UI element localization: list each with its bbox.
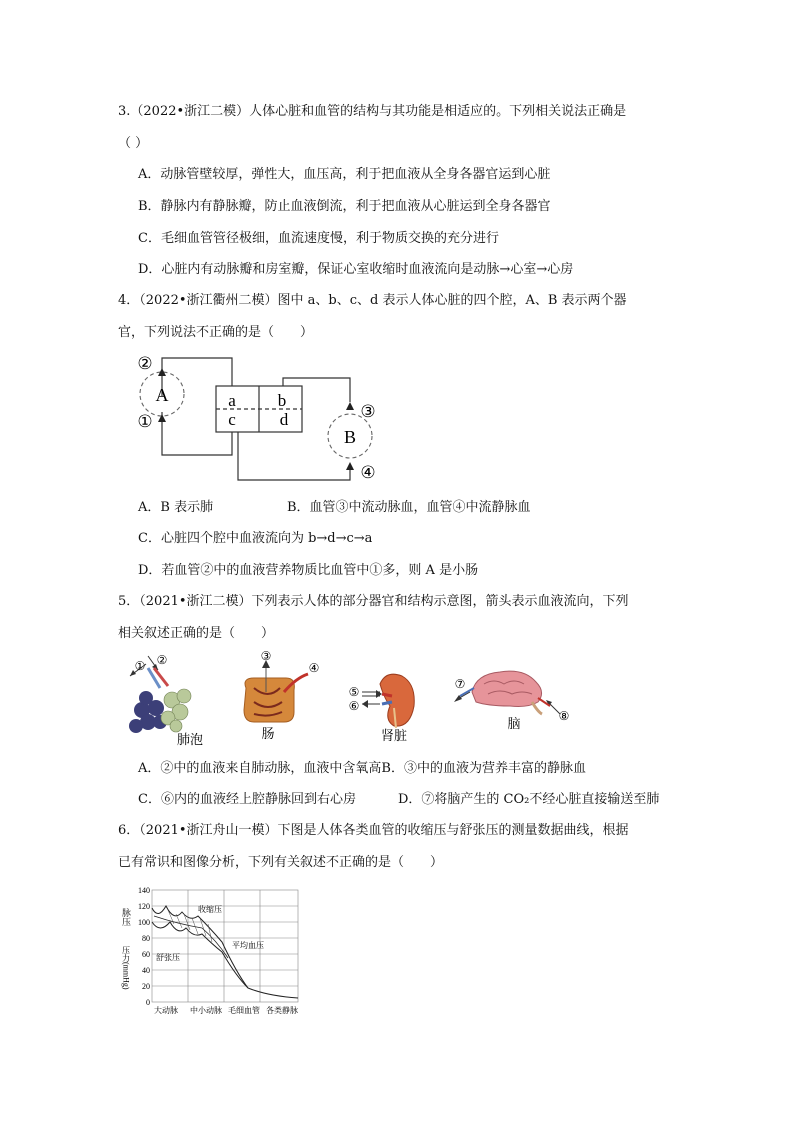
y-label-pulse: 脉压: [121, 908, 131, 926]
chamber-a-label: a: [228, 391, 236, 410]
q3-option-b: B．静脉内有静脉瓣，防止血液倒流，利于把血液从心脏运到全身各器官: [138, 199, 551, 214]
label-systolic: 收缩压: [198, 905, 222, 914]
q6-stem-line1: 6．（2021•浙江舟山一模）下图是人体各类血管的收缩压与舒张压的测量数据曲线，根据: [118, 823, 629, 838]
y-tick-140: 140: [138, 886, 150, 895]
vessel-4-label: ④: [360, 463, 376, 482]
blood-pressure-chart: [118, 882, 308, 1016]
heart-circulation-diagram: [128, 350, 418, 490]
q3-stem-line1: 3.（2022•浙江二模）人体心脏和血管的结构与其功能是相适应的。下列相关说法正确是: [118, 104, 627, 119]
label-kidney: 肾脏: [380, 728, 408, 743]
q5-stem-line1: 5．（2021•浙江二模）下列表示人体的部分器官和结构示意图，箭头表示血液流向，下列: [118, 594, 629, 609]
brain-illustration: [454, 671, 569, 731]
q5-option-c: C．⑥内的血液经上腔静脉回到右心房: [138, 792, 356, 807]
vessel-2-label: ②: [137, 354, 153, 373]
q6-stem-line2: 已有常识和图像分析，下列有关叙述不正确的是（ ）: [118, 855, 444, 870]
x-cat-small-arteries: 中小动脉: [190, 1006, 222, 1015]
q4-stem-line2: 官，下列说法不正确的是（ ）: [118, 325, 314, 340]
fig-num-5: ⑤: [348, 685, 360, 699]
q5-stem-line2: 相关叙述正确的是（ ）: [118, 626, 275, 641]
intestine-illustration: [244, 649, 319, 741]
organ-b-label: B: [343, 427, 357, 447]
fig-num-6: ⑥: [348, 699, 360, 713]
y-tick-60: 60: [142, 950, 150, 959]
q3-option-c: C．毛细血管管径极细，血流速度慢，利于物质交换的充分进行: [138, 231, 499, 246]
y-tick-0: 0: [146, 998, 150, 1007]
y-tick-120: 120: [138, 902, 150, 911]
y-tick-40: 40: [142, 966, 150, 975]
q5-option-d: D．⑦将脑产生的 CO₂不经心脏直接输送至肺: [398, 792, 660, 807]
alveoli-illustration: [129, 653, 203, 746]
fig-num-1: ①: [134, 659, 146, 673]
q4-stem-line1: 4．（2022•浙江衢州二模）图中 a、b、c、d 表示人体心脏的四个腔，A、B 表示两个器: [118, 293, 627, 308]
fig-num-8: ⑧: [558, 709, 570, 723]
fig-num-7: ⑦: [454, 677, 466, 691]
organ-illustrations: [118, 648, 578, 746]
q4-option-d: D．若血管②中的血液营养物质比血管中①多，则 A 是小肠: [138, 563, 479, 578]
label-intestine: 肠: [261, 726, 275, 741]
q3-stem-line2: （ ）: [118, 136, 149, 151]
vessel-1-label: ①: [137, 412, 153, 431]
label-alveoli: 肺泡: [176, 732, 204, 746]
x-cat-aorta: 大动脉: [154, 1006, 178, 1015]
fig-num-3: ③: [260, 649, 272, 663]
q5-option-ab: A．②中的血液来自肺动脉，血液中含氧高B．③中的血液为营养丰富的静脉血: [138, 761, 586, 776]
q4-option-b: B．血管③中流动脉血，血管④中流静脉血: [287, 500, 531, 515]
label-brain: 脑: [507, 716, 521, 731]
y-tick-100: 100: [138, 918, 150, 927]
label-mean-pressure: 平均血压: [232, 941, 264, 950]
q3-option-d: D．心脏内有动脉瓣和房室瓣，保证心室收缩时血液流向是动脉→心室→心房: [138, 262, 574, 277]
x-cat-capillaries: 毛细血管: [228, 1006, 260, 1015]
label-diastolic: 舒张压: [156, 953, 180, 962]
q4-option-c: C．心脏四个腔中血液流向为 b→d→c→a: [138, 531, 373, 546]
x-cat-veins: 各类静脉: [266, 1006, 298, 1015]
chamber-c-label: c: [228, 410, 236, 429]
q4-option-a: A．B 表示肺: [138, 500, 214, 515]
chamber-d-label: d: [279, 410, 289, 429]
q3-option-a: A．动脉管壁较厚，弹性大，血压高，利于把血液从全身各器官运到心脏: [138, 167, 551, 182]
y-tick-80: 80: [142, 934, 150, 943]
chamber-b-label: b: [277, 391, 287, 410]
vessel-3-label: ③: [360, 402, 376, 421]
organ-a-label: A: [155, 385, 169, 405]
y-tick-20: 20: [142, 982, 150, 991]
fig-num-4: ④: [308, 661, 320, 675]
fig-num-2: ②: [156, 653, 168, 667]
kidney-illustration: [349, 674, 415, 743]
y-label-pressure: 压力(mmHg): [121, 946, 131, 990]
